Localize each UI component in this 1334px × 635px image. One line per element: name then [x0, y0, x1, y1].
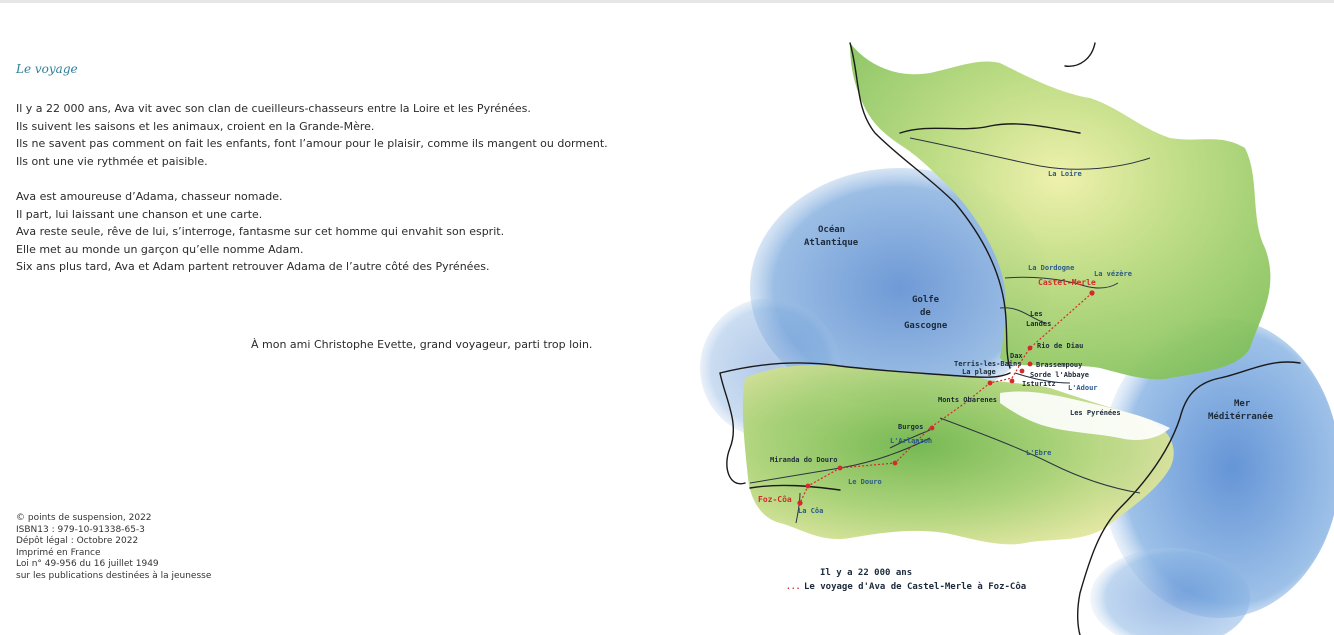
- mer-label-1: Mer: [1234, 399, 1251, 409]
- vezere-label: La vézère: [1094, 270, 1132, 278]
- page-title: Le voyage: [16, 62, 78, 76]
- stop-isturitz: [1010, 379, 1015, 384]
- miranda-label: Miranda do Douro: [770, 456, 838, 464]
- foz-coa-label: Foz-Côa: [758, 495, 792, 504]
- brassempouy-label: Brassempouy: [1036, 361, 1083, 369]
- stop-la-plage: [988, 381, 993, 386]
- paragraph-1: [16, 100, 608, 170]
- colophon-line: Loi n° 49-956 du 16 juillet 1949: [16, 559, 159, 569]
- golfe-label-2: de: [920, 308, 931, 318]
- colophon-line: sur les publications destinées à la jeunesse: [16, 570, 212, 581]
- terris-label: Terris-les-Bains: [954, 360, 1022, 368]
- dordogne-label: La Dordogne: [1028, 264, 1075, 272]
- map-caption-line2: Le voyage d'Ava de Castel-Merle à Foz-Côa: [804, 582, 1027, 592]
- golfe-label-1: Golfe: [912, 295, 940, 305]
- dax-label: Dax: [1010, 352, 1023, 360]
- text-line: Ils suivent les saisons et les animaux, croient en la Grande-Mère.: [16, 119, 375, 133]
- rio-de-diau-label: Rio de Diau: [1037, 342, 1084, 350]
- landes-label-1: Les: [1030, 310, 1043, 318]
- colophon-line: ISBN13 : 979-10-91338-65-3: [16, 524, 145, 535]
- la-plage-label: La plage: [962, 368, 996, 376]
- colophon-line: © points de suspension, 2022: [16, 513, 152, 523]
- monts-label: Monts Obarenes: [938, 396, 998, 404]
- colophon-line: Imprimé en France: [16, 547, 101, 558]
- stop-brassempouy: [1028, 362, 1033, 367]
- coa-label: La Côa: [798, 507, 824, 515]
- stop-foz-coa: [797, 500, 802, 505]
- douro-label: Le Douro: [848, 478, 882, 486]
- stop-rio-de-diau: [1028, 346, 1033, 351]
- mer-label-2: Méditérranée: [1208, 412, 1274, 422]
- pyrenees-label: Les Pyrénées: [1070, 409, 1121, 417]
- text-line: Ava reste seule, rêve de lui, s’interroge, fantasme sur cet homme qui envahit son esprit.: [16, 225, 505, 239]
- top-rule: [0, 0, 1334, 3]
- text-line: Il y a 22 000 ans, Ava vit avec son clan de cueilleurs-chasseurs entre la Loire et les Pyrénées.: [16, 102, 531, 115]
- loire-label: La Loire: [1048, 170, 1082, 178]
- burgos-label: Burgos: [898, 423, 924, 431]
- castel-merle-label: Castel-Merle: [1038, 278, 1096, 287]
- text-line: Il part, lui laissant une chanson et une carte.: [16, 207, 263, 221]
- sorde-label: Sorde l'Abbaye: [1030, 371, 1090, 379]
- map-caption-line1: Il y a 22 000 ans: [820, 568, 913, 578]
- golfe-label-3: Gascogne: [904, 321, 948, 331]
- ebre-label: L'Ebre: [1026, 449, 1052, 457]
- journey-map: [700, 38, 1334, 635]
- stop-miranda: [838, 466, 843, 471]
- paragraph-2: [16, 188, 504, 276]
- stop-douro: [806, 484, 811, 489]
- text-line: Six ans plus tard, Ava et Adam partent retrouver Adama de l’autre côté des Pyrénées.: [16, 260, 490, 274]
- dedication: À mon ami Christophe Evette, grand voyageur, parti trop loin.: [251, 338, 593, 351]
- ocean-label-1: Océan: [818, 225, 846, 235]
- stop-castel-merle: [1089, 290, 1094, 295]
- text-line: Ils ne savent pas comment on fait les enfants, font l’amour pour le plaisir, comme ils mangent ou dorment.: [16, 137, 608, 151]
- map-illustration: [700, 38, 1334, 635]
- text-line: Ils ont une vie rythmée et paisible.: [16, 154, 208, 168]
- stop-sorde: [1020, 369, 1025, 374]
- text-line: Elle met au monde un garçon qu’elle nomme Adam.: [16, 242, 304, 256]
- iberia-land: [743, 365, 1174, 544]
- adour-label: L'Adour: [1068, 384, 1098, 392]
- ocean-label-2: Atlantique: [804, 238, 859, 248]
- colophon-line: Dépôt légal : Octobre 2022: [16, 536, 139, 546]
- isturitz-label: Isturitz: [1022, 380, 1056, 388]
- colophon: [16, 513, 211, 582]
- text-line: Ava est amoureuse d’Adama, chasseur nomade.: [16, 190, 283, 203]
- arlanzon-label: L'Arlanzon: [890, 437, 933, 445]
- caption-route-marker: ...: [786, 582, 801, 591]
- landes-label-2: Landes: [1026, 320, 1052, 328]
- stop-burgos: [930, 426, 935, 431]
- stop-arlanzon: [893, 461, 898, 466]
